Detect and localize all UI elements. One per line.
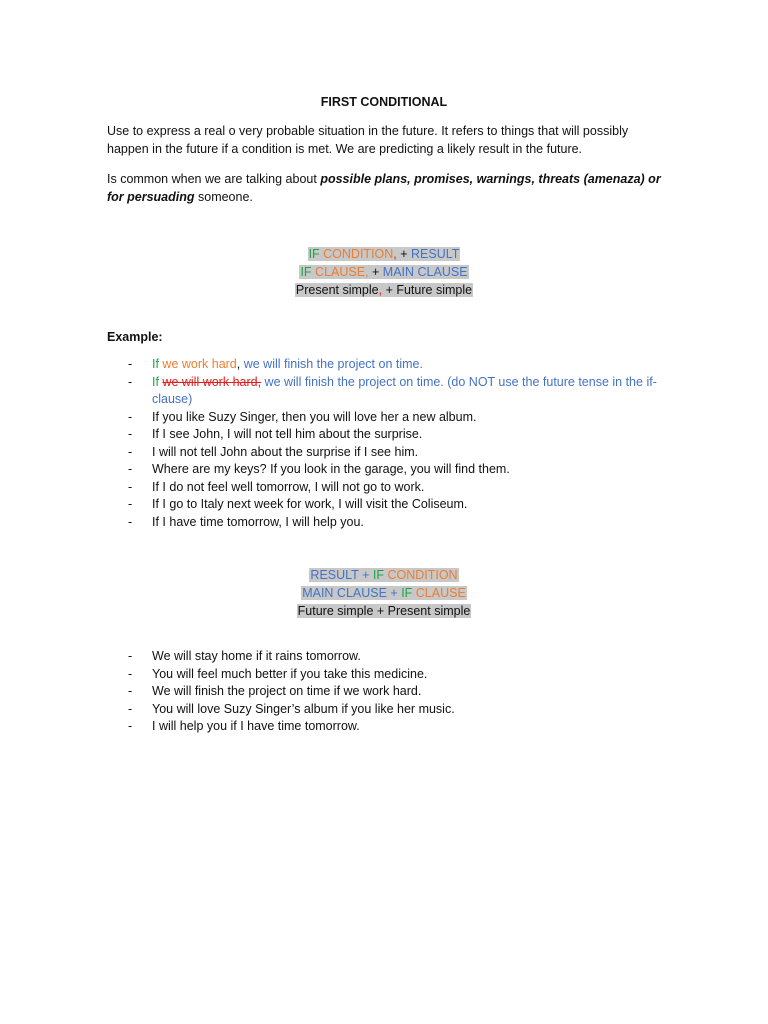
list-item	[107, 666, 667, 684]
list-item	[107, 374, 667, 409]
example-text: I will not tell John about the surprise if I see him.	[152, 444, 419, 459]
list-dash: -	[128, 444, 133, 459]
list-item	[107, 461, 667, 479]
formula-result-first	[0, 566, 768, 620]
formula2-line2	[0, 584, 768, 602]
example-text: We will finish the project on time if we work hard.	[152, 684, 422, 698]
f1-future-simple: + Future simple	[382, 283, 473, 297]
list-item	[107, 683, 667, 701]
intro-paragraph-1: Use to express a real o very probable situation in the future. It refers to things that will possibly happen in the future if a condition is met. We are predicting a likely result in the future.	[107, 124, 629, 156]
list-dash: -	[128, 649, 133, 663]
formula1-line1-highlight	[308, 247, 461, 261]
list-item	[107, 409, 667, 427]
intro-paragraph-2	[107, 170, 667, 206]
list-item	[107, 496, 667, 514]
e1-condition: we work hard	[162, 357, 237, 371]
list-dash: -	[128, 374, 133, 389]
f1-tense-comma: ,	[378, 283, 383, 297]
list-dash: -	[128, 427, 133, 441]
intro-p2-start: Is common when we are talking about	[107, 172, 321, 186]
formula-if-first	[0, 245, 768, 299]
intro-p2-end: someone.	[194, 190, 253, 204]
e1-comma: ,	[236, 357, 241, 371]
f1-condition: CONDITION	[323, 247, 394, 261]
f1-if-2: IF	[300, 265, 316, 279]
e1-if: If	[152, 357, 163, 371]
list-item	[107, 718, 667, 736]
example-text: If I do not feel well tomorrow, I will not go to work.	[152, 479, 425, 494]
f1-plus: +	[396, 247, 412, 261]
f2-plus-2: +	[386, 586, 402, 600]
list-item	[107, 426, 667, 444]
f1-if: IF	[308, 247, 324, 261]
list-dash: -	[128, 666, 133, 681]
formula2-line3-highlight: Future simple + Present simple	[297, 604, 471, 618]
list-dash: -	[128, 462, 133, 476]
formula1-line2	[0, 263, 768, 281]
formula1-line3	[0, 281, 768, 299]
example-text: If I see John, I will not tell him about the surprise.	[152, 427, 423, 441]
f2-if-2: IF	[401, 586, 416, 600]
e1-result: we will finish the project on time.	[240, 357, 423, 371]
list-dash: -	[128, 701, 133, 716]
example-label: Example:	[107, 330, 163, 344]
example-text: You will love Suzy Singer’s album if you like her music.	[152, 701, 455, 716]
e2-if: If	[152, 374, 163, 389]
f2-condition: CONDITION	[387, 568, 458, 582]
f1-plus-2: +	[368, 265, 383, 279]
formula2-line1	[0, 566, 768, 584]
formula2-line2-highlight	[301, 586, 467, 600]
formula2-line1-highlight	[309, 568, 458, 582]
intro-p2-emphasis: possible plans, promises, warnings, threats (amenaza) or for persuading	[107, 172, 661, 204]
list-item	[107, 514, 667, 532]
list-dash: -	[128, 479, 133, 494]
page-title: FIRST CONDITIONAL	[320, 95, 448, 109]
f2-clause: CLAUSE	[415, 586, 466, 600]
formula1-line3-highlight	[295, 283, 473, 297]
f2-if: IF	[372, 568, 388, 582]
e2-wrong-clause: we will work hard,	[162, 374, 262, 389]
f1-main-clause: MAIN CLAUSE	[382, 265, 468, 279]
f1-comma: ,	[393, 247, 397, 261]
list-item	[107, 701, 667, 719]
example-text: We will stay home if it rains tomorrow.	[152, 649, 361, 663]
formula1-line2-highlight	[299, 265, 468, 279]
list-dash: -	[128, 497, 133, 511]
examples-list-2	[107, 648, 667, 736]
f1-present-simple: Present simple	[295, 283, 379, 297]
list-dash: -	[128, 719, 133, 733]
f1-result: RESULT	[411, 247, 460, 261]
f2-main-clause: MAIN CLAUSE	[302, 586, 387, 600]
list-item	[107, 479, 667, 497]
formula2-line3	[0, 602, 768, 620]
f2-plus: +	[358, 568, 373, 582]
example-text: I will help you if I have time tomorrow.	[152, 719, 360, 733]
example-text: Where are my keys? If you look in the garage, you will find them.	[152, 462, 510, 476]
e2-result: we will finish the project on time. (do NOT use the future tense in the if-clause)	[152, 374, 657, 406]
f1-clause: CLAUSE,	[315, 265, 369, 279]
example-text: If you like Suzy Singer, then you will love her a new album.	[152, 409, 477, 424]
example-text: If I have time tomorrow, I will help you.	[152, 514, 364, 529]
f2-result: RESULT	[310, 568, 359, 582]
example-text: You will feel much better if you take this medicine.	[152, 666, 428, 681]
list-dash: -	[128, 684, 133, 698]
list-item	[107, 648, 667, 666]
list-dash: -	[128, 357, 133, 371]
example-text: If I go to Italy next week for work, I will visit the Coliseum.	[152, 497, 468, 511]
list-dash: -	[128, 409, 133, 424]
formula1-line1	[0, 245, 768, 263]
list-dash: -	[128, 514, 133, 529]
examples-list	[107, 356, 667, 531]
list-item	[107, 444, 667, 462]
list-item	[107, 356, 667, 374]
